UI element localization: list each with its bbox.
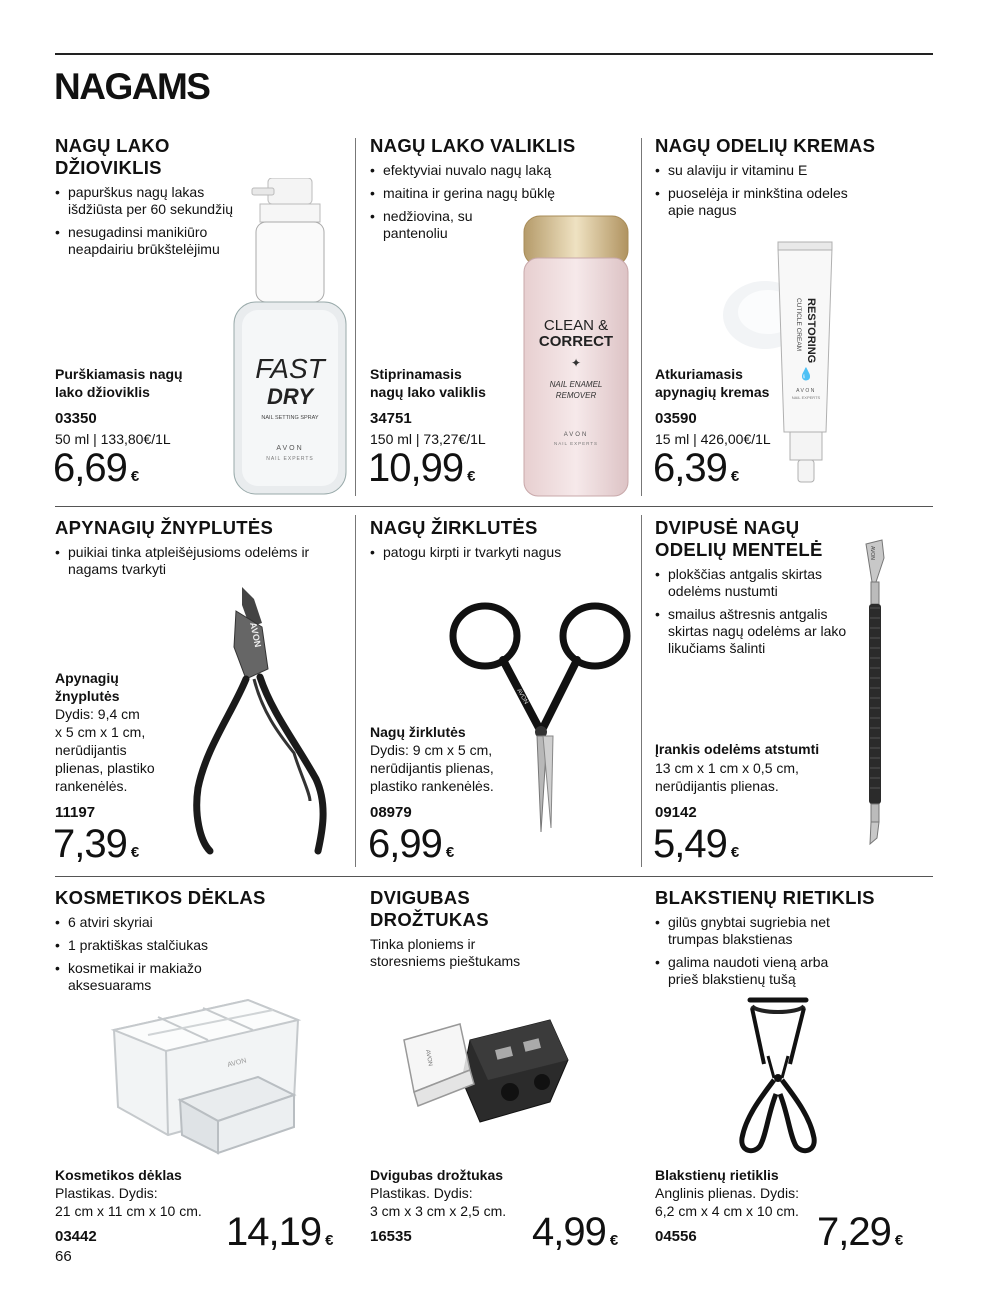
label-cuticle: CUTICLE CREAM <box>795 298 802 352</box>
label-dry: DRY <box>266 384 314 409</box>
product-title: BLAKSTIENŲ RIETIKLIS <box>655 887 875 908</box>
product-title: APYNAGIŲ ŽNYPLUTĖS <box>55 517 274 538</box>
brand-logo: AVON <box>796 388 816 394</box>
product-code: 03442 <box>55 1228 97 1245</box>
product-code: 03590 <box>655 410 697 427</box>
brand-logo: AVON <box>563 432 589 438</box>
product-spec: Anglinis plienas. Dydis: 6,2 cm x 4 cm x 10 cm. <box>655 1185 799 1219</box>
product-code: 34751 <box>370 410 412 427</box>
feature-list <box>55 184 255 264</box>
label-fast: FAST <box>255 353 325 384</box>
label-remover: REMOVER <box>555 391 597 400</box>
brand-sub: NAIL EXPERTS <box>791 395 821 400</box>
column-divider <box>355 138 356 496</box>
page-title: NAGAMS <box>54 66 210 107</box>
price: 7,29 € <box>817 1210 903 1254</box>
product-title: DVIPUSĖ NAGŲ ODELIŲ MENTELĖ <box>655 517 823 560</box>
product-name: Purškiamasis nagų lako džioviklis <box>55 366 183 400</box>
feature-item: • patogu kirpti ir tvarkyti nagus <box>370 544 640 561</box>
spray-bottle-image <box>228 178 348 496</box>
row-divider <box>55 876 933 877</box>
product-spec: Plastikas. Dydis: 3 cm x 3 cm x 2,5 cm. <box>370 1185 507 1219</box>
product-title: NAGŲ LAKO VALIKLIS <box>370 135 576 156</box>
currency: € <box>730 468 739 485</box>
feature-item: • puikiai tinka atpleišėjusioms odelėms ir nagams tvarkyti <box>55 544 345 578</box>
product-spec: Plastikas. Dydis: 21 cm x 11 cm x 10 cm. <box>55 1185 202 1219</box>
feature-item: • nedžiovina, su pantenoliu <box>370 208 500 242</box>
product-description: Tinka ploniems ir storesniems pieštukams <box>370 936 521 969</box>
product-code: 11197 <box>55 804 96 821</box>
feature-list <box>655 566 850 663</box>
label-correct: CORRECT <box>538 333 614 350</box>
currency: € <box>894 1232 903 1249</box>
product-code: 08979 <box>370 804 412 821</box>
product-title: NAGŲ LAKO DŽIOVIKLIS <box>55 135 170 178</box>
product-name: Įrankis odelėms atstumti <box>655 741 820 757</box>
feature-list <box>655 914 855 994</box>
feature-item: • kosmetikai ir makiažo aksesuarams <box>55 960 255 994</box>
feature-list <box>55 914 255 1000</box>
feature-item: • plokščias antgalis skirtas odelėms nustumti <box>655 566 850 600</box>
feature-item: • gilūs gnybtai sugriebia net trumpas blakstienas <box>655 914 855 948</box>
product-name: Kosmetikos dėklas <box>55 1167 182 1183</box>
feature-item: • papurškus nagų lakas išdžiūsta per 60 sekundžių <box>55 184 255 218</box>
drop-icon: 💧 <box>798 367 814 381</box>
top-rule <box>55 53 933 55</box>
product-name: Apynagių žnyplutės <box>55 670 120 704</box>
feature-item: • nesugadinsi manikiūro neapdairiu brūkštelėjimu <box>55 224 255 258</box>
product-title: NAGŲ ODELIŲ KREMAS <box>655 135 876 156</box>
brand-sub: NAIL EXPERTS <box>553 441 599 446</box>
price: 4,99 € <box>532 1210 618 1254</box>
currency: € <box>130 844 139 861</box>
sharpener-image <box>400 1010 570 1125</box>
product-size: 50 ml | 133,80€/1L <box>55 431 171 447</box>
price: 6,39 € <box>653 446 739 490</box>
label-enamel: NAIL ENAMEL <box>549 380 603 389</box>
currency: € <box>130 468 139 485</box>
product-name: Dvigubas drožtukas <box>370 1167 504 1183</box>
product-spec: Dydis: 9,4 cm x 5 cm x 1 cm, nerūdijantis plienas, plastiko rankenėlės. <box>55 706 155 794</box>
product-title: NAGŲ ŽIRKLUTĖS <box>370 517 538 538</box>
price: 10,99 € <box>368 446 475 490</box>
feature-list <box>370 544 640 567</box>
price: 6,69 € <box>53 446 139 490</box>
brand-logo: AVON <box>276 445 304 452</box>
price: 6,99 € <box>368 822 454 866</box>
product-size: 15 ml | 426,00€/1L <box>655 431 771 447</box>
brand-sub: NAIL EXPERTS <box>266 456 314 462</box>
nipper-image <box>150 583 350 858</box>
price: 7,39 € <box>53 822 139 866</box>
remover-bottle-image <box>522 214 630 498</box>
brand-logo: AVON <box>248 621 264 649</box>
feature-list <box>655 162 855 225</box>
product-spec: 13 cm x 1 cm x 0,5 cm, nerūdijantis plienas. <box>655 760 799 794</box>
label-clean: CLEAN & <box>543 317 609 334</box>
row-divider <box>55 506 933 507</box>
brand-logo: AVON <box>226 1057 248 1069</box>
product-code: 04556 <box>655 1228 697 1245</box>
sparkle-icon: ✦ <box>570 356 582 370</box>
product-title: KOSMETIKOS DĖKLAS <box>55 887 266 908</box>
scissors-image <box>447 600 632 835</box>
label-restoring: RESTORING <box>805 298 817 364</box>
feature-item: • smailus aštresnis antgalis skirtas nagų odelėms ar lako likučiams šalinti <box>655 606 850 657</box>
product-name: Blakstienų rietiklis <box>655 1167 779 1183</box>
product-size: 150 ml | 73,27€/1L <box>370 431 486 447</box>
currency: € <box>325 1232 333 1249</box>
organizer-image <box>108 995 303 1155</box>
brand-logo: AVON <box>515 688 529 706</box>
price: 14,19 € <box>226 1210 333 1254</box>
currency: € <box>467 468 475 485</box>
currency: € <box>730 844 739 861</box>
feature-item: • galima naudoti vieną arba prieš blakstienų tušą <box>655 954 855 988</box>
price: 5,49 € <box>653 822 739 866</box>
product-code: 03350 <box>55 410 97 427</box>
product-code: 09142 <box>655 804 697 821</box>
currency: € <box>445 844 454 861</box>
product-spec: Dydis: 9 cm x 5 cm, nerūdijantis plienas, plastiko rankenėlės. <box>370 742 494 794</box>
label-sub: NAIL SETTING SPRAY <box>261 415 319 421</box>
currency: € <box>609 1232 618 1249</box>
feature-list <box>55 544 345 584</box>
feature-item: • maitina ir gerina nagų būklę <box>370 185 600 202</box>
product-name: Atkuriamasis apynagių kremas <box>655 366 770 400</box>
brand-logo: AVON <box>869 546 875 560</box>
eyelash-curler-image <box>728 996 828 1156</box>
product-code: 16535 <box>370 1228 412 1245</box>
feature-item: • 1 praktiškas stalčiukas <box>55 937 255 954</box>
brand-logo: AVON <box>424 1049 433 1067</box>
feature-item: • efektyviai nuvalo nagų laką <box>370 162 600 179</box>
product-name: Nagų žirklutės <box>370 724 466 740</box>
feature-item: • 6 atviri skyriai <box>55 914 255 931</box>
column-divider <box>641 138 642 496</box>
column-divider <box>355 515 356 867</box>
feature-item: • puoselėja ir minkština odeles apie nagus <box>655 185 855 219</box>
feature-item: • su alaviju ir vitaminu E <box>655 162 855 179</box>
product-name: Stiprinamasis nagų lako valiklis <box>370 366 486 400</box>
pusher-tool-image <box>860 538 900 848</box>
column-divider <box>641 515 642 867</box>
page-number: 66 <box>55 1248 72 1265</box>
product-title: DVIGUBAS DROŽTUKAS <box>370 887 489 930</box>
